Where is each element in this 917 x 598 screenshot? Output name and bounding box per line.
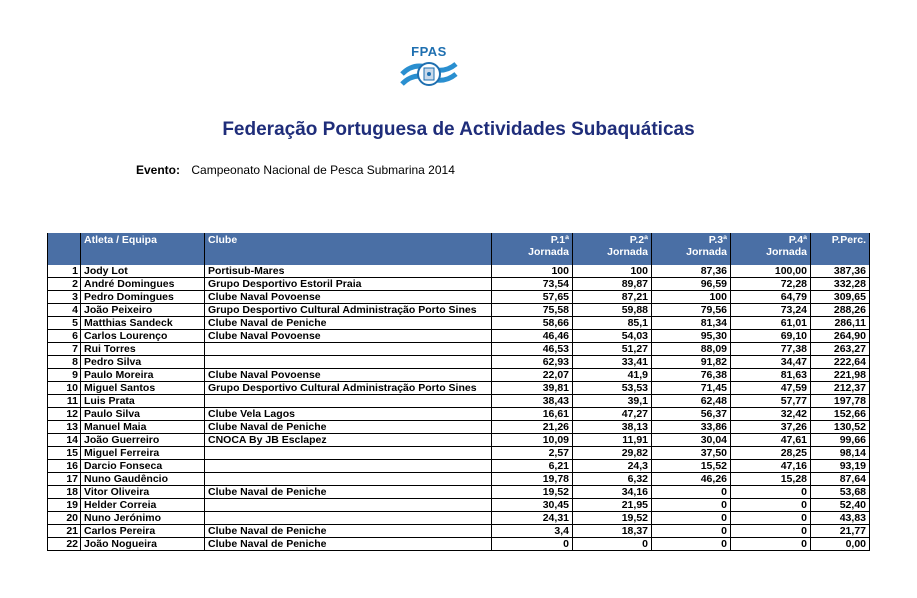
- cell-p1: 39,81: [492, 382, 573, 395]
- cell-p3: 0: [652, 486, 731, 499]
- cell-pos: 5: [48, 317, 81, 330]
- cell-p3: 100: [652, 291, 731, 304]
- page-title: Federação Portuguesa de Actividades Subaquáticas: [222, 119, 695, 140]
- cell-p2: 0: [573, 538, 652, 551]
- cell-p1: 10,09: [492, 434, 573, 447]
- cell-atleta: Pedro Domingues: [81, 291, 205, 304]
- cell-pos: 10: [48, 382, 81, 395]
- cell-p3: 95,30: [652, 330, 731, 343]
- cell-pperc: 98,14: [811, 447, 870, 460]
- cell-p4: 81,63: [731, 369, 811, 382]
- cell-p1: 6,21: [492, 460, 573, 473]
- cell-p1: 2,57: [492, 447, 573, 460]
- cell-p2: 38,13: [573, 421, 652, 434]
- cell-p4: 61,01: [731, 317, 811, 330]
- cell-atleta: Paulo Moreira: [81, 369, 205, 382]
- table-row: [48, 356, 870, 369]
- cell-atleta: João Peixeiro: [81, 304, 205, 317]
- cell-atleta: Pedro Silva: [81, 356, 205, 369]
- cell-clube: [205, 356, 492, 369]
- cell-pos: 16: [48, 460, 81, 473]
- cell-atleta: Miguel Santos: [81, 382, 205, 395]
- cell-clube: [205, 460, 492, 473]
- table-row: [48, 447, 870, 460]
- cell-pperc: 286,11: [811, 317, 870, 330]
- cell-atleta: João Nogueira: [81, 538, 205, 551]
- cell-pperc: 264,90: [811, 330, 870, 343]
- cell-p4: 73,24: [731, 304, 811, 317]
- cell-p3: 46,26: [652, 473, 731, 486]
- cell-p1: 22,07: [492, 369, 573, 382]
- cell-atleta: Nuno Gaudêncio: [81, 473, 205, 486]
- cell-pos: 19: [48, 499, 81, 512]
- cell-p1: 3,4: [492, 525, 573, 538]
- cell-atleta: Carlos Pereira: [81, 525, 205, 538]
- cell-p2: 87,21: [573, 291, 652, 304]
- cell-atleta: João Guerreiro: [81, 434, 205, 447]
- cell-p4: 77,38: [731, 343, 811, 356]
- cell-clube: [205, 499, 492, 512]
- cell-p1: 24,31: [492, 512, 573, 525]
- cell-p4: 15,28: [731, 473, 811, 486]
- cell-atleta: Darcio Fonseca: [81, 460, 205, 473]
- cell-clube: Clube Naval Povoense: [205, 291, 492, 304]
- cell-p2: 51,27: [573, 343, 652, 356]
- cell-p4: 64,79: [731, 291, 811, 304]
- cell-pos: 7: [48, 343, 81, 356]
- cell-p1: 19,52: [492, 486, 573, 499]
- cell-p1: 46,53: [492, 343, 573, 356]
- cell-clube: Clube Naval de Peniche: [205, 486, 492, 499]
- cell-atleta: Matthias Sandeck: [81, 317, 205, 330]
- cell-p2: 33,41: [573, 356, 652, 369]
- cell-pperc: 87,64: [811, 473, 870, 486]
- cell-p4: 57,77: [731, 395, 811, 408]
- cell-p3: 0: [652, 499, 731, 512]
- cell-p3: 30,04: [652, 434, 731, 447]
- cell-pperc: 288,26: [811, 304, 870, 317]
- header-p2: [573, 233, 652, 265]
- cell-clube: [205, 343, 492, 356]
- cell-clube: [205, 447, 492, 460]
- cell-p2: 54,03: [573, 330, 652, 343]
- cell-atleta: Nuno Jerónimo: [81, 512, 205, 525]
- cell-pperc: 332,28: [811, 278, 870, 291]
- table-row: [48, 460, 870, 473]
- cell-clube: Clube Naval de Peniche: [205, 317, 492, 330]
- cell-p3: 96,59: [652, 278, 731, 291]
- cell-pos: 21: [48, 525, 81, 538]
- header-pos: [48, 233, 81, 265]
- cell-p2: 18,37: [573, 525, 652, 538]
- cell-p3: 0: [652, 538, 731, 551]
- cell-p1: 30,45: [492, 499, 573, 512]
- table-row: [48, 525, 870, 538]
- table-row: [48, 395, 870, 408]
- cell-p4: 32,42: [731, 408, 811, 421]
- header-pperc: P.Perc.: [811, 233, 870, 265]
- cell-p4: 34,47: [731, 356, 811, 369]
- cell-atleta: Helder Correia: [81, 499, 205, 512]
- cell-pos: 12: [48, 408, 81, 421]
- cell-pos: 11: [48, 395, 81, 408]
- cell-p1: 16,61: [492, 408, 573, 421]
- cell-p1: 19,78: [492, 473, 573, 486]
- cell-pperc: 263,27: [811, 343, 870, 356]
- cell-pos: 9: [48, 369, 81, 382]
- cell-pperc: 152,66: [811, 408, 870, 421]
- fpas-emblem-icon: [394, 56, 464, 96]
- cell-pperc: 212,37: [811, 382, 870, 395]
- header-p4: [731, 233, 811, 265]
- event-line: [136, 163, 455, 177]
- cell-atleta: Vitor Oliveira: [81, 486, 205, 499]
- cell-pos: 8: [48, 356, 81, 369]
- cell-p1: 58,66: [492, 317, 573, 330]
- header-p1-jornada: Jornada: [528, 246, 569, 258]
- header-p2-label: P.2ª: [629, 234, 648, 246]
- cell-p3: 71,45: [652, 382, 731, 395]
- table-row: [48, 382, 870, 395]
- cell-p2: 100: [573, 265, 652, 278]
- cell-pos: 14: [48, 434, 81, 447]
- table-header-row: [48, 233, 870, 265]
- cell-pos: 22: [48, 538, 81, 551]
- table-row: [48, 434, 870, 447]
- table-row: [48, 265, 870, 278]
- table-row: [48, 421, 870, 434]
- table-row: [48, 512, 870, 525]
- cell-pos: 1: [48, 265, 81, 278]
- cell-atleta: Luis Prata: [81, 395, 205, 408]
- cell-p1: 100: [492, 265, 573, 278]
- header-p2-jornada: Jornada: [607, 246, 648, 258]
- cell-p1: 75,58: [492, 304, 573, 317]
- cell-p2: 34,16: [573, 486, 652, 499]
- cell-atleta: Paulo Silva: [81, 408, 205, 421]
- table-row: [48, 330, 870, 343]
- cell-atleta: André Domingues: [81, 278, 205, 291]
- table-row: [48, 473, 870, 486]
- cell-p4: 0: [731, 499, 811, 512]
- cell-p3: 15,52: [652, 460, 731, 473]
- cell-p2: 47,27: [573, 408, 652, 421]
- cell-pperc: 43,83: [811, 512, 870, 525]
- cell-pperc: 130,52: [811, 421, 870, 434]
- cell-clube: Clube Naval de Peniche: [205, 538, 492, 551]
- cell-p3: 37,50: [652, 447, 731, 460]
- cell-p3: 0: [652, 525, 731, 538]
- cell-p3: 56,37: [652, 408, 731, 421]
- cell-pperc: 93,19: [811, 460, 870, 473]
- table-row: [48, 486, 870, 499]
- cell-p4: 47,59: [731, 382, 811, 395]
- table-row: [48, 291, 870, 304]
- cell-p2: 11,91: [573, 434, 652, 447]
- cell-p3: 91,82: [652, 356, 731, 369]
- header-p3-label: P.3ª: [708, 234, 727, 246]
- table-row: [48, 343, 870, 356]
- table-row: [48, 278, 870, 291]
- cell-p4: 0: [731, 512, 811, 525]
- event-name: Campeonato Nacional de Pesca Submarina 2014: [191, 163, 455, 177]
- cell-p2: 85,1: [573, 317, 652, 330]
- cell-pperc: 222,64: [811, 356, 870, 369]
- cell-p2: 89,87: [573, 278, 652, 291]
- cell-p2: 59,88: [573, 304, 652, 317]
- table-row: [48, 304, 870, 317]
- cell-pos: 17: [48, 473, 81, 486]
- header-p1: [492, 233, 573, 265]
- cell-p2: 19,52: [573, 512, 652, 525]
- cell-p4: 47,16: [731, 460, 811, 473]
- cell-p3: 33,86: [652, 421, 731, 434]
- cell-pperc: 52,40: [811, 499, 870, 512]
- cell-p2: 53,53: [573, 382, 652, 395]
- cell-pperc: 21,77: [811, 525, 870, 538]
- cell-clube: [205, 512, 492, 525]
- cell-p3: 62,48: [652, 395, 731, 408]
- cell-p3: 79,56: [652, 304, 731, 317]
- cell-pperc: 387,36: [811, 265, 870, 278]
- cell-pperc: 99,66: [811, 434, 870, 447]
- cell-pos: 13: [48, 421, 81, 434]
- table-row: [48, 538, 870, 551]
- cell-clube: [205, 395, 492, 408]
- cell-p4: 100,00: [731, 265, 811, 278]
- cell-p2: 39,1: [573, 395, 652, 408]
- cell-p1: 62,93: [492, 356, 573, 369]
- cell-atleta: Jody Lot: [81, 265, 205, 278]
- cell-clube: Grupo Desportivo Cultural Administração Porto Sines: [205, 382, 492, 395]
- header-p1-label: P.1ª: [550, 234, 569, 246]
- cell-p3: 87,36: [652, 265, 731, 278]
- cell-p1: 57,65: [492, 291, 573, 304]
- cell-pperc: 53,68: [811, 486, 870, 499]
- cell-clube: [205, 473, 492, 486]
- cell-p2: 6,32: [573, 473, 652, 486]
- cell-atleta: Miguel Ferreira: [81, 447, 205, 460]
- cell-clube: Clube Naval de Peniche: [205, 525, 492, 538]
- header-p3: [652, 233, 731, 265]
- cell-pos: 15: [48, 447, 81, 460]
- cell-p1: 46,46: [492, 330, 573, 343]
- header-atleta: Atleta / Equipa: [81, 233, 205, 265]
- cell-p3: 88,09: [652, 343, 731, 356]
- cell-p1: 38,43: [492, 395, 573, 408]
- cell-clube: Clube Naval de Peniche: [205, 421, 492, 434]
- header-p4-label: P.4ª: [788, 234, 807, 246]
- cell-pos: 4: [48, 304, 81, 317]
- table-row: [48, 317, 870, 330]
- event-label: Evento:: [136, 163, 181, 177]
- cell-clube: Grupo Desportivo Estoril Praia: [205, 278, 492, 291]
- cell-p3: 76,38: [652, 369, 731, 382]
- cell-p4: 47,61: [731, 434, 811, 447]
- cell-p2: 41,9: [573, 369, 652, 382]
- cell-atleta: Rui Torres: [81, 343, 205, 356]
- cell-p4: 37,26: [731, 421, 811, 434]
- cell-pperc: 0,00: [811, 538, 870, 551]
- cell-clube: Grupo Desportivo Cultural Administração Porto Sines: [205, 304, 492, 317]
- cell-p4: 0: [731, 486, 811, 499]
- cell-pos: 3: [48, 291, 81, 304]
- cell-pperc: 197,78: [811, 395, 870, 408]
- table-row: [48, 369, 870, 382]
- cell-atleta: Manuel Maia: [81, 421, 205, 434]
- cell-pperc: 309,65: [811, 291, 870, 304]
- cell-p2: 29,82: [573, 447, 652, 460]
- cell-p1: 0: [492, 538, 573, 551]
- fpas-logo: [394, 44, 464, 96]
- header-clube: Clube: [205, 233, 492, 265]
- cell-pos: 2: [48, 278, 81, 291]
- cell-p4: 0: [731, 538, 811, 551]
- cell-atleta: Carlos Lourenço: [81, 330, 205, 343]
- cell-p3: 81,34: [652, 317, 731, 330]
- cell-pos: 18: [48, 486, 81, 499]
- cell-p4: 69,10: [731, 330, 811, 343]
- cell-p4: 28,25: [731, 447, 811, 460]
- table-row: [48, 408, 870, 421]
- results-table: [47, 233, 870, 551]
- table-row: [48, 499, 870, 512]
- cell-p1: 73,54: [492, 278, 573, 291]
- cell-p4: 72,28: [731, 278, 811, 291]
- cell-p1: 21,26: [492, 421, 573, 434]
- cell-clube: Portisub-Mares: [205, 265, 492, 278]
- cell-clube: Clube Vela Lagos: [205, 408, 492, 421]
- cell-p3: 0: [652, 512, 731, 525]
- cell-clube: Clube Naval Povoense: [205, 369, 492, 382]
- cell-pperc: 221,98: [811, 369, 870, 382]
- cell-pos: 6: [48, 330, 81, 343]
- header-p4-jornada: Jornada: [766, 246, 807, 258]
- cell-p2: 24,3: [573, 460, 652, 473]
- logo-text: FPAS: [411, 44, 447, 59]
- cell-pos: 20: [48, 512, 81, 525]
- cell-clube: Clube Naval Povoense: [205, 330, 492, 343]
- cell-clube: CNOCA By JB Esclapez: [205, 434, 492, 447]
- header-p3-jornada: Jornada: [686, 246, 727, 258]
- cell-p4: 0: [731, 525, 811, 538]
- cell-p2: 21,95: [573, 499, 652, 512]
